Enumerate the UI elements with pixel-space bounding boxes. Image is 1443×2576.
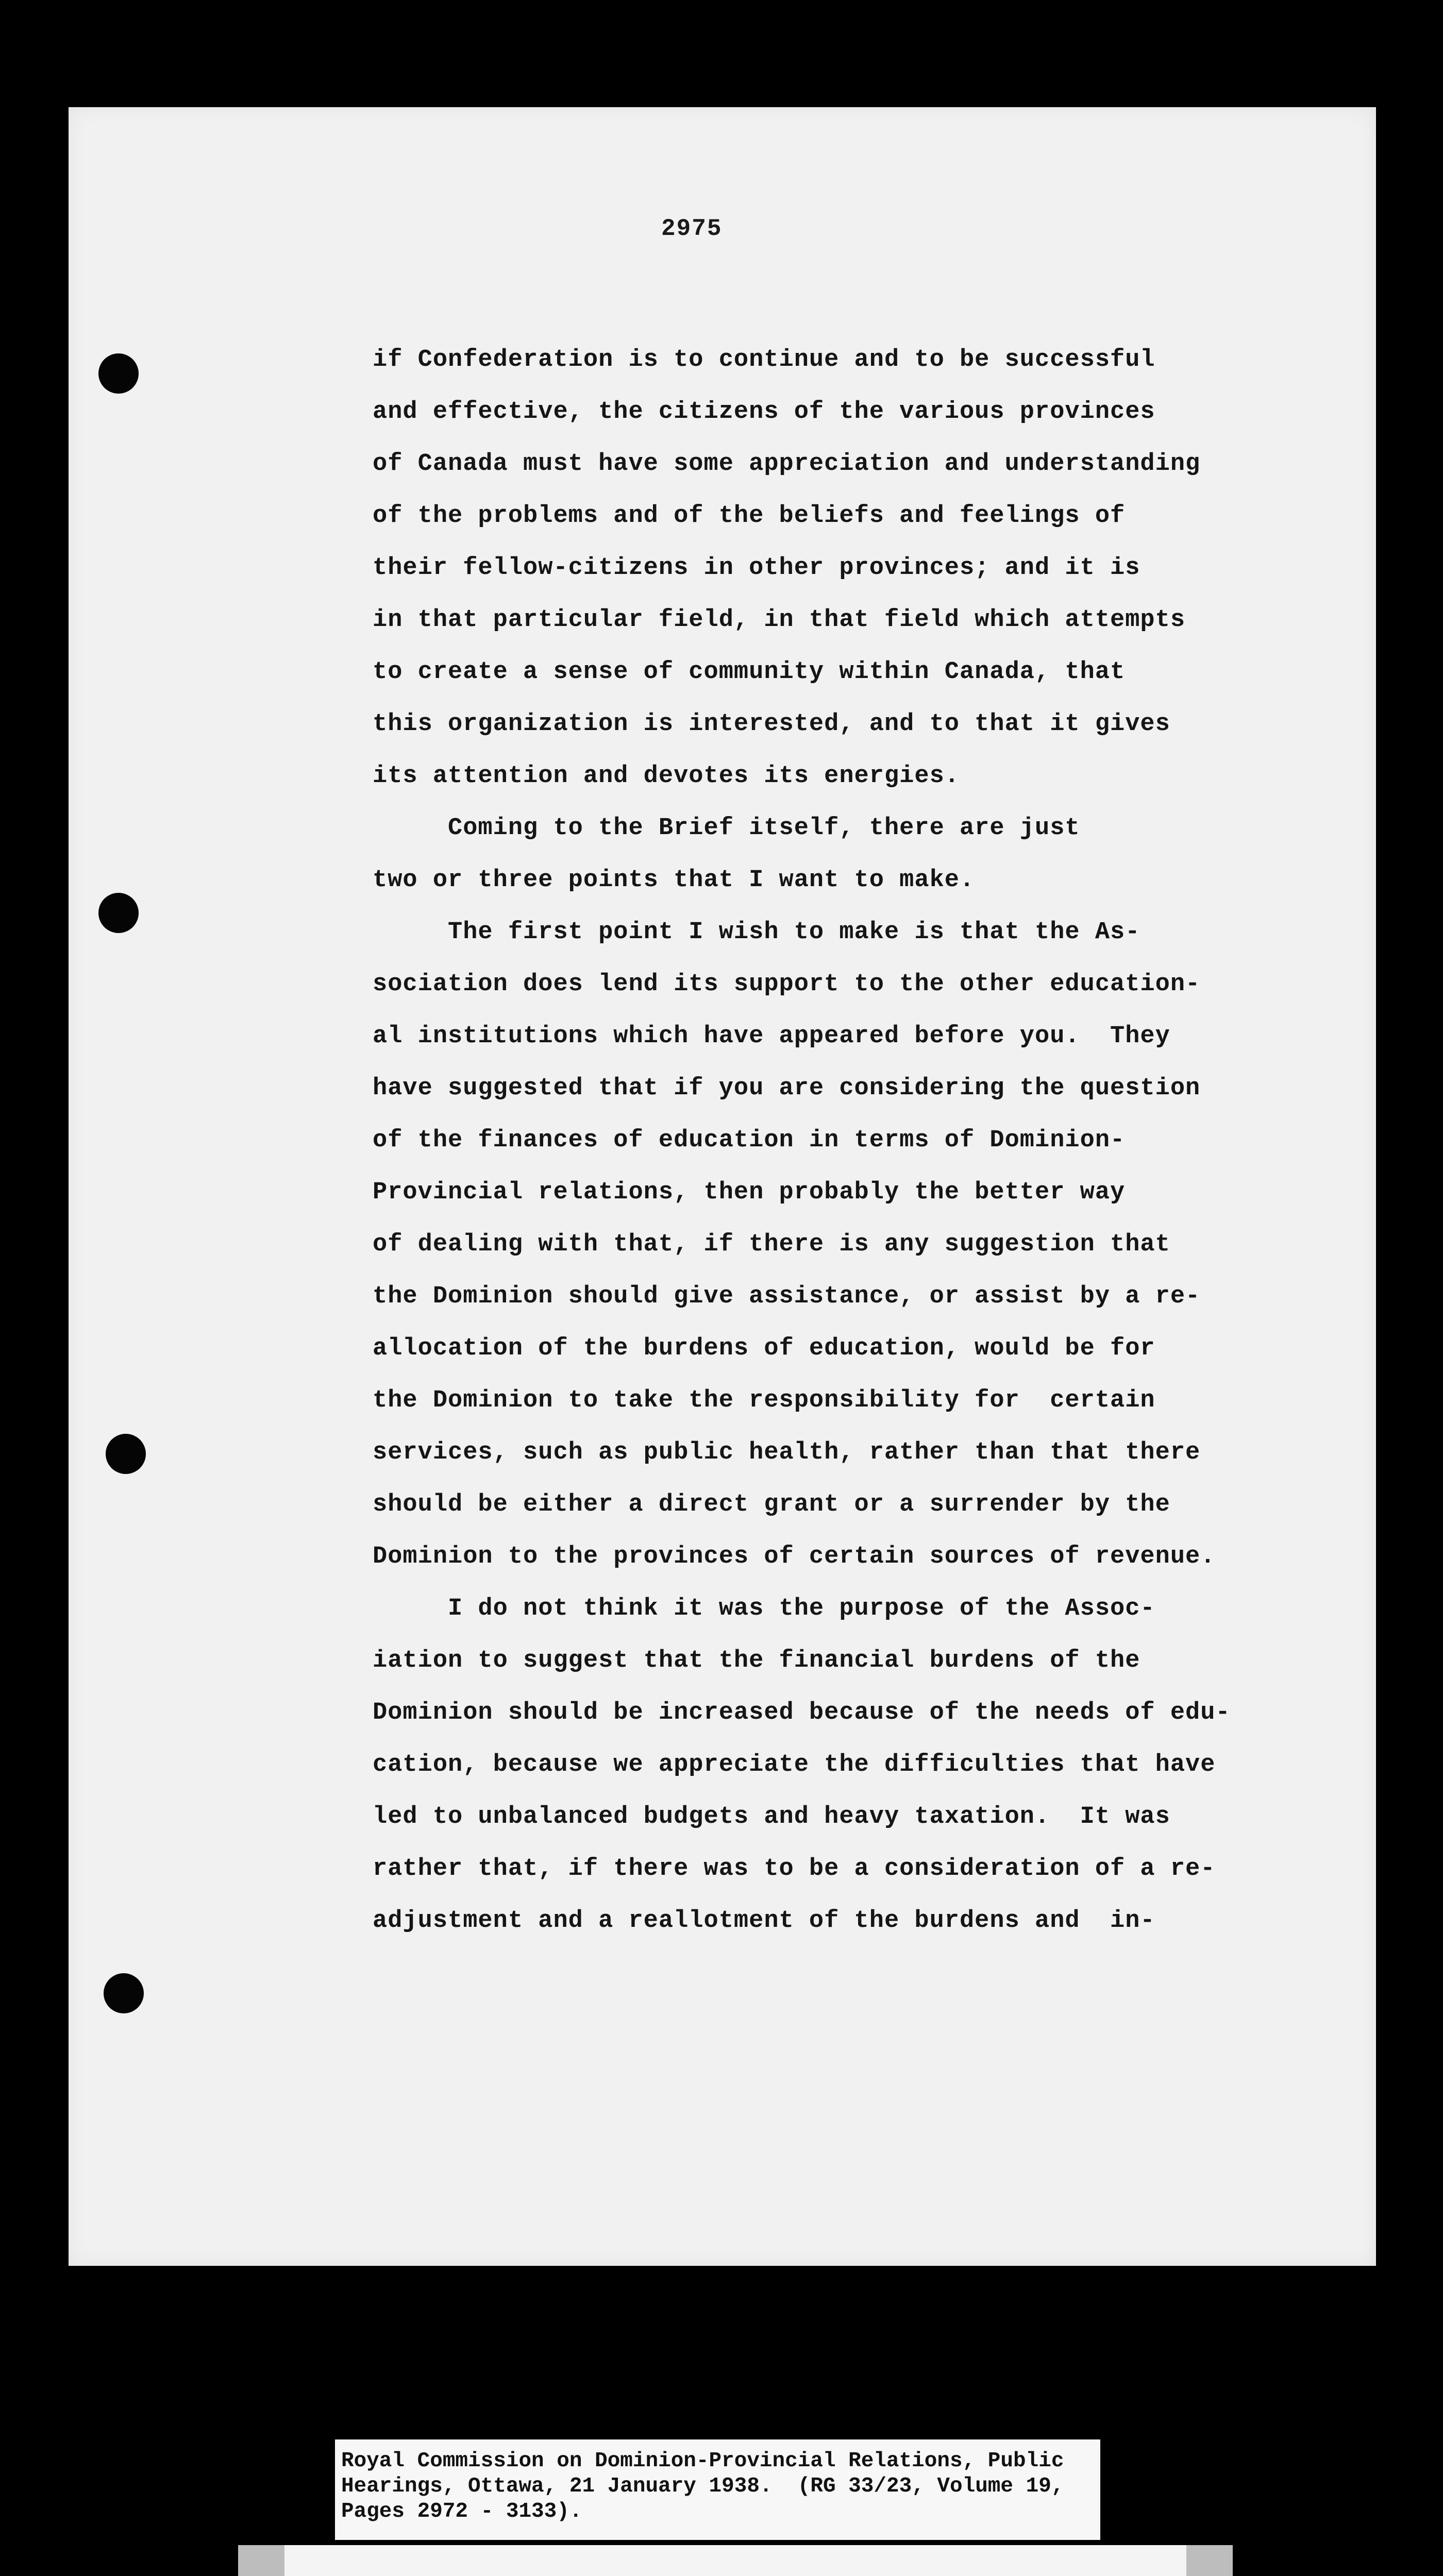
text-line: the Dominion should give assistance, or assist by a re- [373, 1283, 1201, 1310]
text-line: Coming to the Brief itself, there are just [373, 815, 1080, 842]
stamp-label [284, 2545, 1186, 2576]
text-line: and effective, the citizens of the various provinces [373, 398, 1155, 426]
text-line: iation to suggest that the financial burdens of the [373, 1647, 1140, 1674]
citation-line: Royal Commission on Dominion-Provincial Relations, Public [341, 2449, 1064, 2473]
text-line: their fellow-citizens in other provinces; and it is [373, 554, 1140, 582]
text-line: if Confederation is to continue and to be successful [373, 346, 1155, 374]
text-line: its attention and devotes its energies. [373, 762, 960, 790]
text-line: I do not think it was the purpose of the Assoc- [373, 1595, 1155, 1622]
transcript-body [373, 334, 1326, 1947]
text-line: allocation of the burdens of education, would be for [373, 1335, 1155, 1362]
citation-line: Pages 2972 - 3133). [341, 2500, 582, 2523]
text-line: cation, because we appreciate the difficulties that have [373, 1751, 1216, 1778]
text-line: Dominion should be increased because of the needs of edu- [373, 1699, 1231, 1726]
text-line: rather that, if there was to be a consideration of a re- [373, 1855, 1216, 1883]
text-line: of the finances of education in terms of Dominion- [373, 1127, 1126, 1154]
citation-label [335, 2439, 1100, 2540]
punch-hole-1 [98, 353, 139, 394]
text-line: in that particular field, in that field which attempts [373, 606, 1186, 634]
text-line: of the problems and of the beliefs and feelings of [373, 502, 1126, 530]
citation-line: Hearings, Ottawa, 21 January 1938. (RG 33/23, Volume 19, [341, 2475, 1064, 2498]
text-line: the Dominion to take the responsibility for certain [373, 1387, 1155, 1414]
text-line: sociation does lend its support to the other education- [373, 971, 1201, 998]
text-line: two or three points that I want to make. [373, 867, 975, 894]
punch-hole-2 [98, 893, 139, 933]
text-line: adjustment and a reallotment of the burdens and in- [373, 1907, 1155, 1935]
archives-stamp [238, 2545, 1233, 2576]
text-line: Provincial relations, then probably the better way [373, 1179, 1126, 1206]
text-line: to create a sense of community within Canada, that [373, 658, 1126, 686]
text-line: should be either a direct grant or a surrender by the [373, 1491, 1170, 1518]
text-line: have suggested that if you are considering the question [373, 1075, 1201, 1102]
punch-hole-3 [106, 1434, 146, 1474]
text-line: The first point I wish to make is that the As- [373, 919, 1140, 946]
punch-hole-4 [104, 1973, 144, 2013]
text-line: al institutions which have appeared before you. They [373, 1023, 1170, 1050]
text-line: of Canada must have some appreciation and understanding [373, 450, 1201, 478]
text-line: Dominion to the provinces of certain sources of revenue. [373, 1543, 1216, 1570]
text-line: services, such as public health, rather than that there [373, 1439, 1201, 1466]
page-number: 2975 [661, 215, 723, 242]
text-line: this organization is interested, and to that it gives [373, 710, 1170, 738]
document-page [69, 107, 1376, 2266]
text-line: led to unbalanced budgets and heavy taxation. It was [373, 1803, 1170, 1831]
text-line: of dealing with that, if there is any suggestion that [373, 1231, 1170, 1258]
